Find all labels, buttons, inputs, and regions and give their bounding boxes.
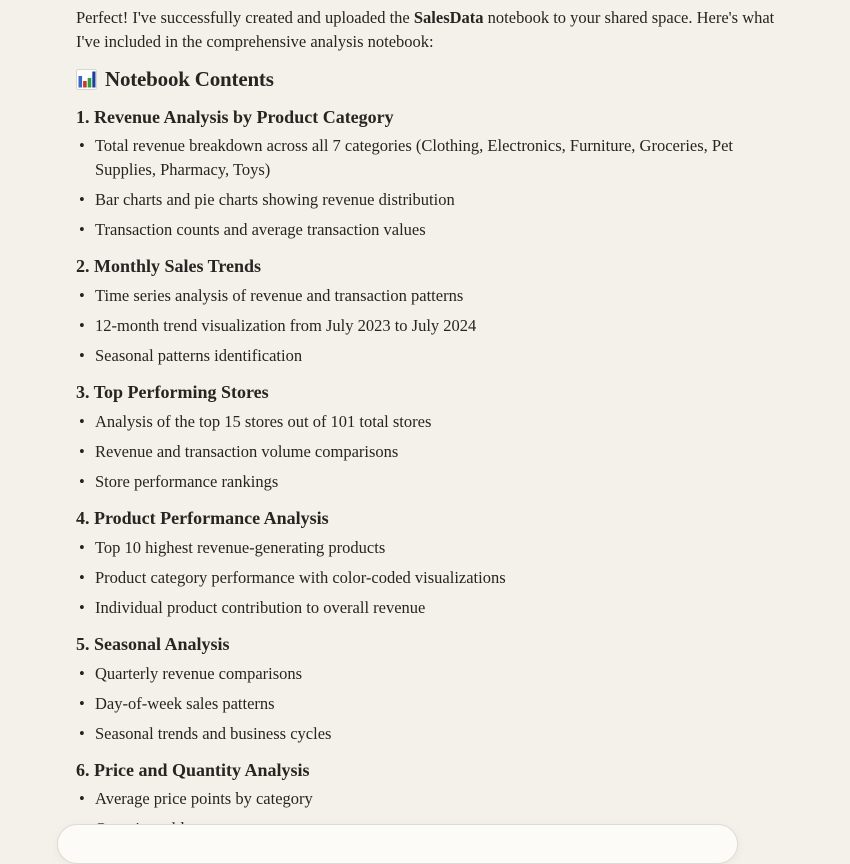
notebook-section-4 (76, 507, 776, 619)
section-title: 2. Monthly Sales Trends (76, 256, 262, 277)
intro-text-before: Perfect! I've successfully created and uploaded the (76, 8, 414, 27)
list-item: • Individual product contribution to overall revenue (76, 596, 776, 620)
section-title: 5. Seasonal Analysis (76, 634, 230, 655)
section-bullet-list (76, 410, 776, 494)
notebook-contents-heading (76, 66, 776, 92)
notebook-section-2 (76, 255, 776, 367)
list-item: • Transaction counts and average transaction values (76, 218, 776, 242)
list-item: • Seasonal patterns identification (76, 344, 776, 368)
intro-text-after: notebook to your shared space. Here's what I've included in the comprehensive analysis notebook: (76, 8, 775, 51)
section-title: 4. Product Performance Analysis (76, 508, 329, 529)
list-item: • Top 10 highest revenue-generating products (76, 536, 776, 560)
assistant-message (76, 0, 776, 847)
assistant-message-intro (76, 6, 776, 53)
section-bullet-list (76, 134, 776, 241)
list-item: • Bar charts and pie charts showing revenue distribution (76, 188, 776, 212)
notebook-section-5 (76, 633, 776, 745)
list-item: • Total revenue breakdown across all 7 categories (Clothing, Electronics, Furniture, Groceries, Pet Supplies, Pharmacy, Toys) (76, 134, 776, 181)
list-item: • 12-month trend visualization from July 2023 to July 2024 (76, 314, 776, 338)
list-item: • Average price points by category (76, 787, 776, 811)
section-title: 6. Price and Quantity Analysis (76, 760, 310, 781)
notebook-contents-heading-label: Notebook Contents (105, 67, 274, 91)
list-item: • Day-of-week sales patterns (76, 692, 776, 716)
list-item: • Revenue and transaction volume comparisons (76, 440, 776, 464)
notebook-section-3 (76, 381, 776, 493)
section-title: 3. Top Performing Stores (76, 382, 269, 403)
section-title: 1. Revenue Analysis by Product Category (76, 107, 394, 127)
list-item: • Time series analysis of revenue and transaction patterns (76, 284, 776, 308)
section-bullet-list (76, 284, 776, 368)
chat-input-box[interactable] (57, 824, 738, 864)
list-item: • Analysis of the top 15 stores out of 101 total stores (76, 410, 776, 434)
bar-chart-icon (76, 69, 97, 90)
list-item: • Seasonal trends and business cycles (76, 722, 776, 746)
section-bullet-list (76, 662, 776, 746)
notebook-name-bold: SalesData (413, 8, 484, 27)
list-item: • Product category performance with color-coded visualizations (76, 566, 776, 590)
notebook-section-1 (76, 106, 776, 241)
list-item: • Quarterly revenue comparisons (76, 662, 776, 686)
section-bullet-list (76, 536, 776, 620)
list-item: • Store performance rankings (76, 470, 776, 494)
